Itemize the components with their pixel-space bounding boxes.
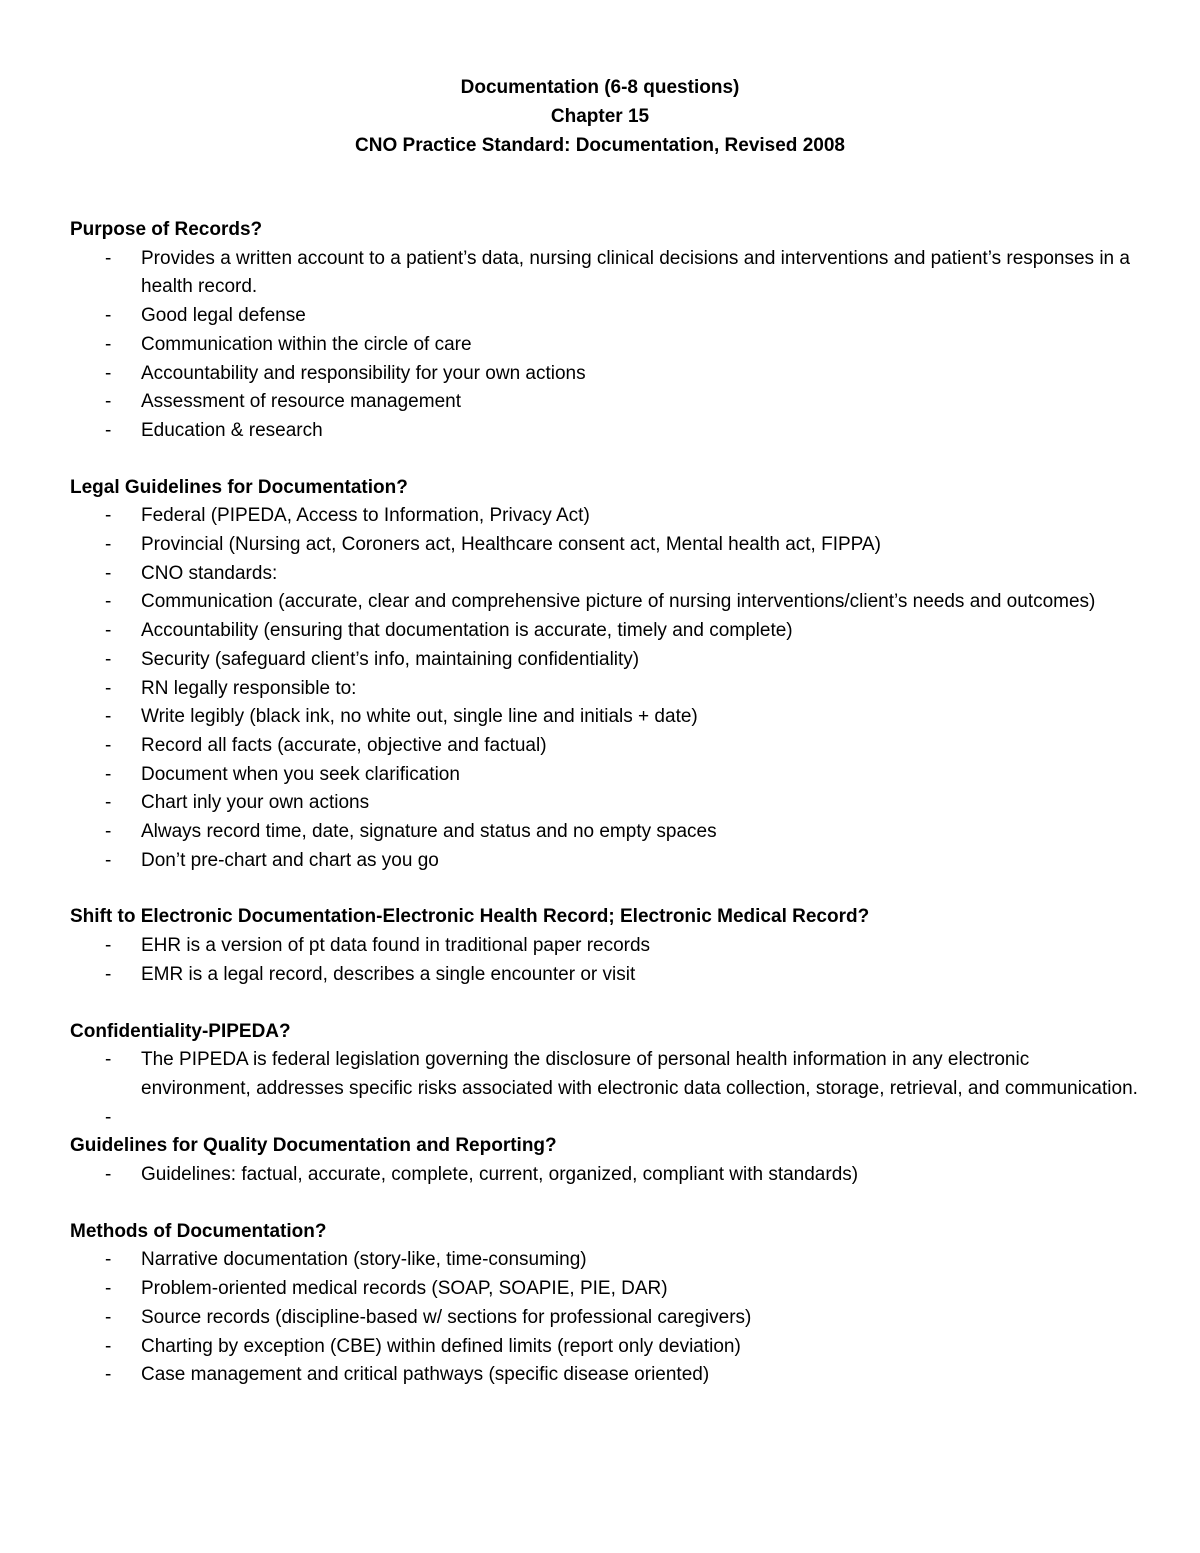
list-item xyxy=(70,1304,1140,1333)
list-item-text: EMR is a legal record, describes a single encounter or visit xyxy=(141,963,636,985)
list-item-text: Chart inly your own actions xyxy=(141,792,370,814)
list-item-text: Provincial (Nursing act, Coroners act, Healthcare consent act, Mental health act, FIPPA) xyxy=(141,534,881,556)
list-item-text: Accountability and responsibility for your own actions xyxy=(141,362,586,384)
bullet-dash: - xyxy=(105,534,112,556)
list-item xyxy=(70,617,1140,646)
list-item xyxy=(70,1361,1140,1390)
section-heading: Methods of Documentation? xyxy=(70,1220,327,1242)
bullet-dash: - xyxy=(105,677,112,699)
list-item xyxy=(70,588,1140,617)
list-item-text: Record all facts (accurate, objective and factual) xyxy=(141,734,547,756)
document-header xyxy=(0,73,1200,160)
bullet-dash: - xyxy=(105,591,112,613)
section xyxy=(70,1018,1140,1133)
list-item xyxy=(70,732,1140,761)
chapter-label: Chapter 15 xyxy=(550,106,650,127)
section-heading: Confidentiality-PIPEDA? xyxy=(70,1020,291,1042)
bullet-dash: - xyxy=(105,333,112,355)
list-item-text: Assessment of resource management xyxy=(141,391,461,413)
list-item xyxy=(70,789,1140,818)
bullet-list xyxy=(70,932,1140,989)
list-item-text: Charting by exception (CBE) within defined limits (report only deviation) xyxy=(141,1335,741,1357)
bullet-dash: - xyxy=(105,1249,112,1271)
section-heading: Shift to Electronic Documentation-Electronic Health Record; Electronic Medical Record? xyxy=(70,906,870,928)
section xyxy=(70,903,1140,989)
list-item-text: Communication within the circle of care xyxy=(141,333,472,355)
section xyxy=(70,1218,1140,1390)
list-item-text: Education & research xyxy=(141,419,323,441)
bullet-dash: - xyxy=(105,821,112,843)
bullet-dash: - xyxy=(105,305,112,327)
list-item-text: EHR is a version of pt data found in traditional paper records xyxy=(141,935,651,957)
bullet-dash: - xyxy=(105,620,112,642)
bullet-dash: - xyxy=(105,1164,112,1186)
list-item xyxy=(70,360,1140,389)
bullet-dash: - xyxy=(105,1335,112,1357)
list-item-text: Narrative documentation (story-like, time-consuming) xyxy=(141,1249,587,1271)
bullet-dash: - xyxy=(105,706,112,728)
bullet-dash: - xyxy=(105,562,112,584)
list-item-text: Federal (PIPEDA, Access to Information, Privacy Act) xyxy=(141,505,590,527)
bullet-dash: - xyxy=(105,1278,112,1300)
list-item xyxy=(70,331,1140,360)
bullet-dash: - xyxy=(105,247,112,269)
list-item xyxy=(70,1333,1140,1362)
bullet-dash: - xyxy=(105,763,112,785)
list-item-text: Provides a written account to a patient’s data, nursing clinical decisions and interventions and patient’s responses in a health record. xyxy=(141,247,1130,298)
list-item xyxy=(70,417,1140,446)
list-item xyxy=(70,388,1140,417)
section-heading: Purpose of Records? xyxy=(70,219,263,240)
bullet-list xyxy=(70,502,1140,875)
list-item xyxy=(70,531,1140,560)
list-item-text: Guidelines: factual, accurate, complete, current, organized, compliant with standards) xyxy=(141,1164,859,1186)
list-item xyxy=(70,761,1140,790)
bullet-dash: - xyxy=(105,1106,112,1128)
bullet-dash: - xyxy=(105,419,112,441)
list-item-text: Source records (discipline-based w/ sections for professional caregivers) xyxy=(141,1306,752,1328)
list-item-text: Write legibly (black ink, no white out, single line and initials + date) xyxy=(141,706,698,728)
list-item xyxy=(70,847,1140,876)
list-item-text: RN legally responsible to: xyxy=(141,677,357,699)
bullet-list xyxy=(70,1046,1140,1132)
bullet-list xyxy=(70,1161,1140,1190)
list-item xyxy=(70,502,1140,531)
list-item xyxy=(70,818,1140,847)
bullet-dash: - xyxy=(105,1364,112,1386)
list-item-text: The PIPEDA is federal legislation governing the disclosure of personal health information in any electronic environment, addresses specific risks associated with electronic data collection, storage, retrieval, and communication. xyxy=(141,1049,1138,1099)
list-item xyxy=(70,1046,1140,1103)
bullet-dash: - xyxy=(105,963,112,985)
list-item-text: Communication (accurate, clear and comprehensive picture of nursing interventions/client’s needs and outcomes) xyxy=(141,591,1096,613)
bullet-list xyxy=(70,1246,1140,1390)
list-item xyxy=(70,932,1140,961)
list-item xyxy=(70,1104,1140,1133)
list-item-text: Problem-oriented medical records (SOAP, SOAPIE, PIE, DAR) xyxy=(141,1278,668,1300)
bullet-dash: - xyxy=(105,935,112,957)
list-item xyxy=(70,961,1140,990)
bullet-dash: - xyxy=(105,849,112,871)
list-item xyxy=(70,675,1140,704)
section-heading: Legal Guidelines for Documentation? xyxy=(70,476,408,498)
bullet-dash: - xyxy=(105,734,112,756)
bullet-dash: - xyxy=(105,391,112,413)
bullet-dash: - xyxy=(105,362,112,384)
list-item-text: Don’t pre-chart and chart as you go xyxy=(141,849,439,871)
document-body xyxy=(70,216,1140,1418)
list-item xyxy=(70,646,1140,675)
standard-reference: CNO Practice Standard: Documentation, Revised 2008 xyxy=(355,135,845,156)
bullet-list xyxy=(70,245,1140,446)
list-item-text: Always record time, date, signature and status and no empty spaces xyxy=(141,821,717,843)
document-title: Documentation (6-8 questions) xyxy=(460,77,740,98)
bullet-dash: - xyxy=(105,505,112,527)
list-item-text: Security (safeguard client’s info, maintaining confidentiality) xyxy=(141,648,640,670)
list-item xyxy=(70,1275,1140,1304)
list-item xyxy=(70,560,1140,589)
list-item-text: Document when you seek clarification xyxy=(141,763,460,785)
bullet-dash: - xyxy=(105,792,112,814)
section-heading: Guidelines for Quality Documentation and Reporting? xyxy=(70,1135,557,1157)
list-item xyxy=(70,703,1140,732)
list-item xyxy=(70,302,1140,331)
list-item xyxy=(70,1246,1140,1275)
list-item-text: CNO standards: xyxy=(141,562,278,584)
bullet-dash: - xyxy=(105,1049,112,1071)
list-item-text: Case management and critical pathways (specific disease oriented) xyxy=(141,1364,710,1386)
list-item-text: Good legal defense xyxy=(141,305,306,327)
list-item xyxy=(70,1161,1140,1190)
list-item-text: Accountability (ensuring that documentation is accurate, timely and complete) xyxy=(141,620,793,642)
section xyxy=(70,474,1140,876)
section xyxy=(70,216,1140,446)
list-item xyxy=(70,245,1140,302)
section xyxy=(70,1132,1140,1189)
bullet-dash: - xyxy=(105,648,112,670)
bullet-dash: - xyxy=(105,1306,112,1328)
